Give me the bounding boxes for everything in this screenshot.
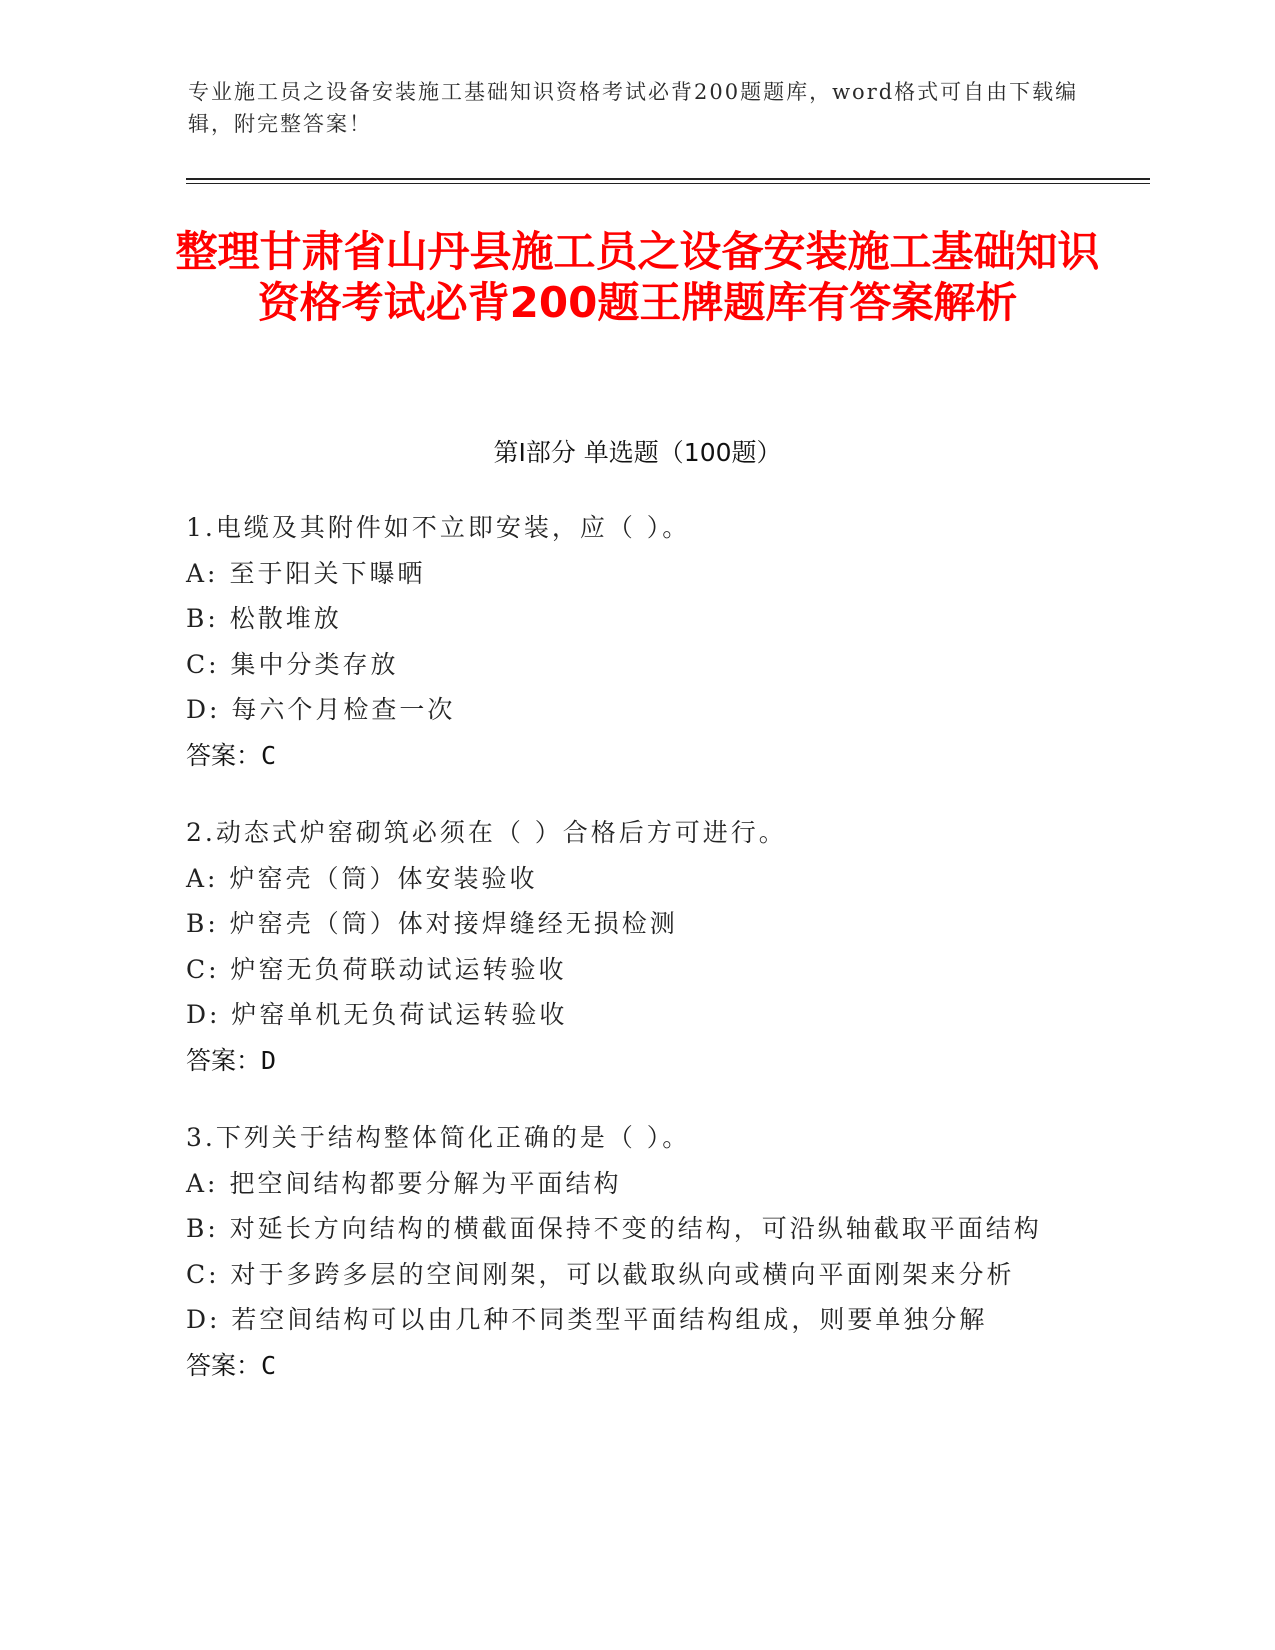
option-c	[186, 1252, 1106, 1298]
option-text: 炉窑单机无负荷试运转验收	[231, 1000, 568, 1030]
option-label: A:	[186, 1168, 219, 1198]
answer-line	[186, 1343, 1106, 1389]
option-text: 对于多跨多层的空间刚架，可以截取纵向或横向平面刚架来分析	[230, 1259, 1015, 1289]
section-heading: 第Ⅰ部分 单选题（100题）	[493, 438, 782, 467]
answer-value: C	[261, 1350, 277, 1380]
option-text: 若空间结构可以由几种不同类型平面结构组成，则要单独分解	[231, 1305, 988, 1335]
option-label: D:	[186, 695, 221, 725]
option-text: 把空间结构都要分解为平面结构	[229, 1168, 622, 1198]
answer-label: 答案：	[186, 740, 262, 770]
option-b	[186, 901, 1106, 947]
question-stem: 2.动态式炉窑砌筑必须在（ ）合格后方可进行。	[186, 818, 787, 847]
option-d	[186, 992, 1106, 1038]
question-1	[186, 505, 1106, 779]
option-a	[186, 551, 1106, 597]
option-text: 松散堆放	[229, 604, 342, 634]
option-text: 炉窑壳（筒）体对接焊缝经无损检测	[229, 909, 678, 939]
option-c	[186, 642, 1106, 688]
answer-label: 答案：	[186, 1350, 262, 1380]
option-text: 集中分类存放	[230, 649, 399, 679]
option-label: C:	[186, 649, 220, 679]
answer-value: C	[261, 740, 277, 770]
header-note: 专业施工员之设备安装施工基础知识资格考试必背200题题库，word格式可自由下载编辑，附完整答案！	[188, 80, 1079, 136]
option-text: 每六个月检查一次	[231, 695, 456, 725]
option-d	[186, 687, 1106, 733]
option-text: 炉窑壳（筒）体安装验收	[229, 863, 538, 893]
answer-line	[186, 1038, 1106, 1084]
option-b	[186, 596, 1106, 642]
option-label: A:	[186, 558, 219, 588]
header-divider-thick	[186, 178, 1150, 180]
option-a	[186, 856, 1106, 902]
option-label: D:	[186, 1305, 221, 1335]
answer-line	[186, 733, 1106, 779]
option-label: B:	[186, 909, 219, 939]
option-b	[186, 1206, 1106, 1252]
answer-value: D	[261, 1045, 277, 1075]
option-d	[186, 1297, 1106, 1343]
question-3	[186, 1115, 1106, 1389]
question-stem: 3.下列关于结构整体简化正确的是（ ）。	[186, 1123, 691, 1152]
option-label: D:	[186, 1000, 221, 1030]
option-label: B:	[186, 1214, 219, 1244]
option-text: 炉窑无负荷联动试运转验收	[230, 954, 567, 984]
question-2	[186, 810, 1106, 1084]
question-stem: 1.电缆及其附件如不立即安装，应（ ）。	[186, 513, 691, 542]
answer-label: 答案：	[186, 1045, 262, 1075]
option-text: 至于阳关下曝晒	[229, 558, 426, 588]
header-divider-thin	[186, 183, 1150, 184]
option-label: C:	[186, 1259, 220, 1289]
option-label: C:	[186, 954, 220, 984]
option-label: A:	[186, 863, 219, 893]
document-title: 整理甘肃省山丹县施工员之设备安装施工基础知识资格考试必背200题王牌题库有答案解析	[175, 227, 1100, 327]
option-label: B:	[186, 604, 219, 634]
option-text: 对延长方向结构的横截面保持不变的结构，可沿纵轴截取平面结构	[229, 1214, 1042, 1244]
option-c	[186, 947, 1106, 993]
option-a	[186, 1161, 1106, 1207]
